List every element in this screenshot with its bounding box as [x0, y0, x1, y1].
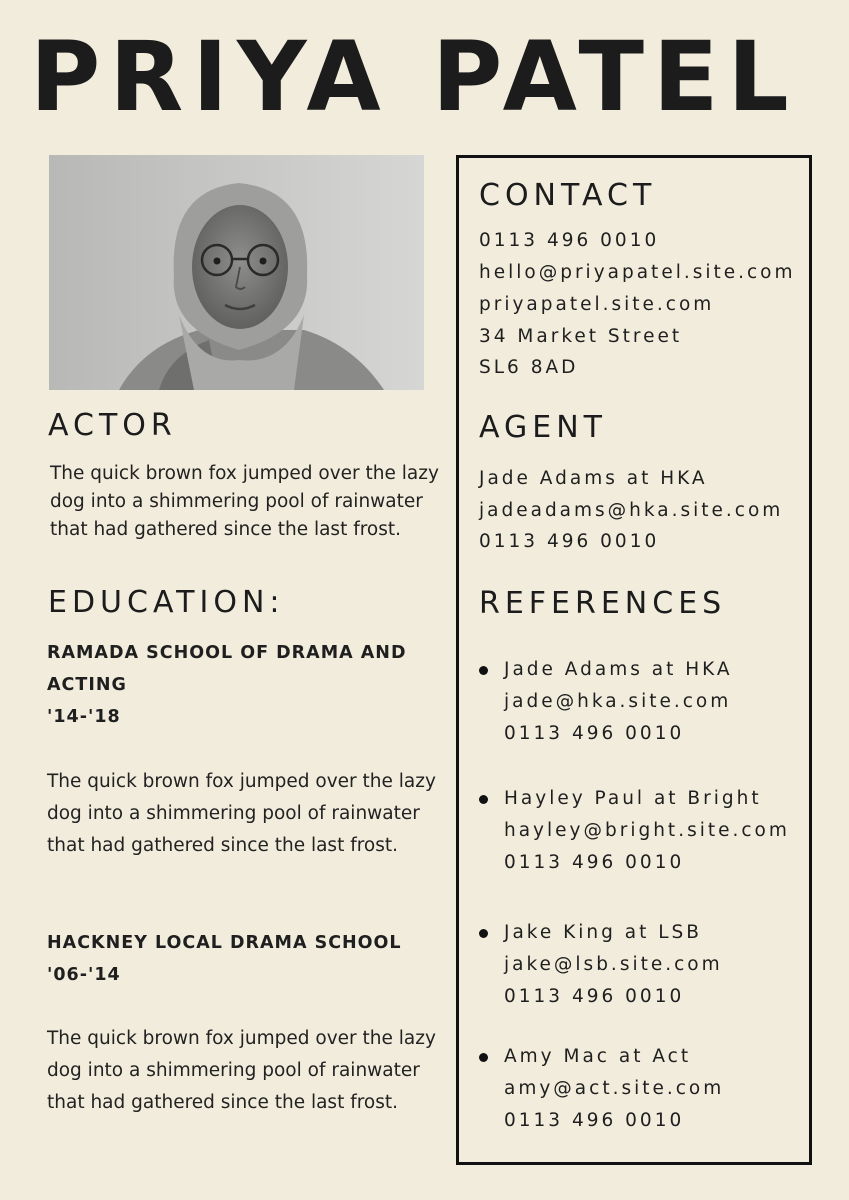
reference-phone: 0113 496 0010	[504, 985, 685, 1007]
education-school-2-line1: HACKNEY LOCAL DRAMA SCHOOL	[47, 933, 402, 953]
agent-name: Jade Adams at HKA	[479, 468, 708, 489]
education-school-1-line2: ACTING	[47, 675, 127, 695]
reference-name: Jade Adams at HKA	[504, 659, 733, 680]
contact-phone: 0113 496 0010	[479, 230, 660, 251]
contact-email: hello@priyapatel.site.com	[479, 262, 796, 283]
contact-street: 34 Market Street	[479, 326, 683, 347]
portrait-image	[49, 155, 424, 390]
reference-email: jade@hka.site.com	[504, 690, 732, 712]
education-school-2	[47, 927, 437, 991]
bullet-icon	[479, 929, 488, 938]
reference-item-1	[504, 654, 733, 749]
education-description-2: The quick brown fox jumped over the lazy dog into a shimmering pool of rainwater that had gathered since the last frost.	[47, 1028, 436, 1113]
role-heading: ACTOR	[48, 408, 177, 443]
reference-item-4	[504, 1041, 724, 1136]
reference-name: Hayley Paul at Bright	[504, 788, 762, 809]
agent-email: jadeadams@hka.site.com	[479, 500, 784, 521]
resume-name: PRIYA PATEL	[30, 21, 798, 133]
reference-phone: 0113 496 0010	[504, 851, 685, 873]
reference-phone: 0113 496 0010	[504, 1109, 685, 1131]
reference-phone: 0113 496 0010	[504, 722, 685, 744]
role-bio: The quick brown fox jumped over the lazy dog into a shimmering pool of rainwater that had gathered since the last frost.	[50, 463, 439, 540]
reference-email: amy@act.site.com	[504, 1077, 725, 1099]
contact-website: priyapatel.site.com	[479, 294, 715, 315]
agent-phone: 0113 496 0010	[479, 531, 660, 552]
education-school-1	[47, 637, 437, 733]
reference-name: Jake King at LSB	[504, 922, 702, 943]
bullet-icon	[479, 1053, 488, 1062]
reference-email: hayley@bright.site.com	[504, 819, 790, 841]
bullet-icon	[479, 795, 488, 804]
education-school-1-line1: RAMADA SCHOOL OF DRAMA AND	[47, 643, 407, 663]
education-heading: EDUCATION:	[48, 585, 285, 620]
agent-heading: AGENT	[479, 410, 607, 445]
reference-email: jake@lsb.site.com	[504, 953, 723, 975]
details-panel	[456, 155, 812, 1165]
reference-name: Amy Mac at Act	[504, 1046, 692, 1067]
contact-postcode: SL6 8AD	[479, 357, 579, 378]
education-years-2: '06-'14	[47, 965, 121, 985]
portrait-photo	[49, 155, 424, 390]
education-description-1: The quick brown fox jumped over the lazy dog into a shimmering pool of rainwater that had gathered since the last frost.	[47, 771, 436, 856]
contact-heading: CONTACT	[479, 178, 657, 213]
education-years-1: '14-'18	[47, 707, 121, 727]
reference-item-2	[504, 783, 790, 878]
references-heading: REFERENCES	[479, 586, 727, 621]
bullet-icon	[479, 666, 488, 675]
reference-item-3	[504, 917, 723, 1012]
